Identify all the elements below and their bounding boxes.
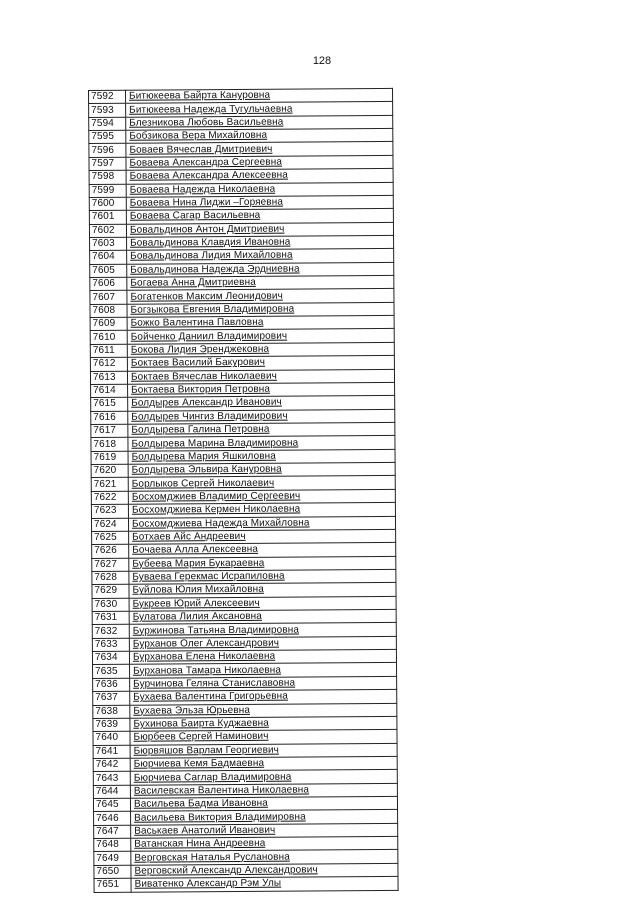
person-name-cell: Ботхаев Айс Андреевич [129,529,396,544]
person-name-cell: Боктаев Вячеслав Николаевич [127,369,394,384]
row-number-cell: 7598 [89,170,126,184]
person-name-cell: Буржинова Татьяна Владимировна [129,623,396,638]
row-number-cell: 7626 [92,544,129,558]
row-number-cell: 7610 [90,331,127,345]
person-name-cell: Верговская Наталья Руслановна [131,850,398,865]
person-name-cell: Боваева Сагар Васильевна [126,209,393,224]
row-number-cell: 7600 [89,197,126,211]
row-number-cell: 7628 [92,571,129,585]
row-number-cell: 7651 [94,878,131,892]
row-number-cell: 7619 [91,451,128,465]
row-number-cell: 7633 [92,638,129,652]
row-number-cell: 7595 [89,130,126,144]
row-number-cell: 7620 [91,464,128,478]
person-name-cell: Бубеева Мария Букараевна [129,556,396,571]
person-name-cell: Бочаева Алла Алексеевна [129,543,396,558]
row-number-cell: 7615 [91,397,128,411]
row-number-cell: 7640 [93,731,130,745]
person-name-cell: Бовальдинова Клавдия Ивановна [127,235,394,250]
person-name-cell: Блезникова Любовь Васильевна [126,115,393,130]
row-number-cell: 7623 [91,504,128,518]
person-name-cell: Бойченко Даниил Владимирович [127,329,394,344]
row-number-cell: 7608 [90,304,127,318]
row-number-cell: 7622 [91,491,128,505]
row-number-cell: 7646 [94,812,131,826]
person-name-cell: Борлыков Сергей Николаевич [128,476,395,491]
person-name-cell: Буваева Герекмас Исрапиловна [129,569,396,584]
person-name-cell: Боваева Надежда Николаевна [126,182,393,197]
person-name-cell: Бухаева Валентина Григорьевна [130,690,397,705]
row-number-cell: 7611 [90,344,127,358]
row-number-cell: 7597 [89,157,126,171]
row-number-cell: 7638 [93,705,130,719]
row-number-cell: 7641 [93,745,130,759]
row-number-cell: 7637 [93,691,130,705]
row-number-cell: 7647 [94,825,131,839]
person-name-cell: Бурханова Тамара Николаевна [130,663,397,678]
row-number-cell: 7644 [93,785,130,799]
person-name-cell: Бюрвяшов Варлам Георгиевич [130,743,397,758]
person-name-cell: Букреев Юрий Алексеевич [129,596,396,611]
row-number-cell: 7650 [94,865,131,879]
row-number-cell: 7631 [92,611,129,625]
person-name-cell: Бовальдинова Надежда Эрдниевна [127,262,394,277]
row-number-cell: 7645 [93,798,130,812]
row-number-cell: 7604 [90,251,127,265]
person-name-cell: Боктаев Василий Бакурович [127,356,394,371]
person-name-cell: Болдырева Галина Петровна [128,422,395,437]
person-name-cell: Битюкеева Надежда Тугульчаевна [126,102,393,117]
person-name-cell: Ватанская Нина Андреевна [131,836,398,851]
person-name-cell: Бовальдинов Антон Дмитриевич [126,222,393,237]
person-name-cell: Василевская Валентина Николаевна [130,783,397,798]
table-row [94,877,398,892]
person-name-cell: Боваева Нина Лиджи –Горяевна [126,195,393,210]
person-name-cell: Виватенко Александр Рэм Улы [131,877,398,892]
row-number-cell: 7614 [91,384,128,398]
person-name-cell: Булатова Лилия Аксановна [129,609,396,624]
person-name-cell: Болдырев Чингиз Владимирович [128,409,395,424]
row-number-cell: 7636 [93,678,130,692]
row-number-cell: 7649 [94,852,131,866]
person-name-cell: Босхомджиев Владимир Сергеевич [128,489,395,504]
person-name-cell: Боктаева Виктория Петровна [128,382,395,397]
person-name-cell: Васькаев Анатолий Иванович [131,823,398,838]
person-name-cell: Бюрчиева Кемя Бадмаевна [130,756,397,771]
roster-body [89,88,399,892]
person-name-cell: Бюрчиева Саглар Владимировна [130,770,397,785]
row-number-cell: 7639 [93,718,130,732]
row-number-cell: 7602 [89,224,126,238]
row-number-cell: 7605 [90,264,127,278]
row-number-cell: 7594 [89,117,126,131]
person-name-cell: Васильева Бадма Ивановна [130,796,397,811]
row-number-cell: 7627 [92,558,129,572]
person-name-cell: Босхомджиева Кермен Николаевна [128,503,395,518]
person-name-cell: Боваева Александра Сергеевна [126,155,393,170]
person-name-cell: Бурханова Елена Николаевна [129,649,396,664]
person-name-cell: Боваев Вячеслав Дмитриевич [126,142,393,157]
row-number-cell: 7629 [92,585,129,599]
row-number-cell: 7624 [91,518,128,532]
row-number-cell: 7621 [91,478,128,492]
row-number-cell: 7599 [89,184,126,198]
row-number-cell: 7607 [90,291,127,305]
person-name-cell: Бурчинова Геляна Станиславовна [130,676,397,691]
person-name-cell: Болдырева Марина Владимировна [128,436,395,451]
row-number-cell: 7630 [92,598,129,612]
row-number-cell: 7616 [91,411,128,425]
person-name-cell: Болдырев Александр Иванович [128,396,395,411]
row-number-cell: 7635 [93,665,130,679]
person-name-cell: Бовальдинова Лидия Михайловна [127,249,394,264]
person-name-cell: Богаева Анна Дмитриевна [127,275,394,290]
roster-table [88,88,399,893]
row-number-cell: 7601 [89,210,126,224]
person-name-cell: Бухинова Баирта Куджаевна [130,716,397,731]
row-number-cell: 7625 [92,531,129,545]
person-name-cell: Бухаева Эльза Юрьевна [130,703,397,718]
person-name-cell: Болдырева Мария Яшкиловна [128,449,395,464]
person-name-cell: Бокова Лидия Эренджековна [127,342,394,357]
person-name-cell: Битюкеева Байрта Кануровна [126,88,393,103]
person-name-cell: Богзыкова Евгения Владимировна [127,302,394,317]
person-name-cell: Богатенков Максим Леонидович [127,289,394,304]
person-name-cell: Бюрбеев Сергей Наминович [130,730,397,745]
person-name-cell: Бурханов Олег Александрович [129,636,396,651]
row-number-cell: 7613 [90,371,127,385]
row-number-cell: 7643 [93,772,130,786]
row-number-cell: 7617 [91,424,128,438]
row-number-cell: 7648 [94,838,131,852]
person-name-cell: Болдырева Эльвира Кануровна [128,462,395,477]
row-number-cell: 7596 [89,144,126,158]
row-number-cell: 7618 [91,438,128,452]
row-number-cell: 7592 [89,90,126,104]
person-name-cell: Васильева Виктория Владимировна [131,810,398,825]
roster-wrapper [88,88,399,893]
row-number-cell: 7642 [93,758,130,772]
row-number-cell: 7603 [90,237,127,251]
person-name-cell: Босхомджиева Надежда Михайловна [128,516,395,531]
row-number-cell: 7609 [90,317,127,331]
person-name-cell: Боваева Александра Алексеевна [126,169,393,184]
row-number-cell: 7606 [90,277,127,291]
row-number-cell: 7632 [92,625,129,639]
person-name-cell: Буйлова Юлия Михайловна [129,583,396,598]
person-name-cell: Верговский Александр Александрович [131,863,398,878]
page-number: 128 [312,55,332,67]
person-name-cell: Божко Валентина Павловна [127,315,394,330]
person-name-cell: Бобзикова Вера Михайловна [126,128,393,143]
row-number-cell: 7634 [92,651,129,665]
row-number-cell: 7612 [90,357,127,371]
row-number-cell: 7593 [89,104,126,118]
